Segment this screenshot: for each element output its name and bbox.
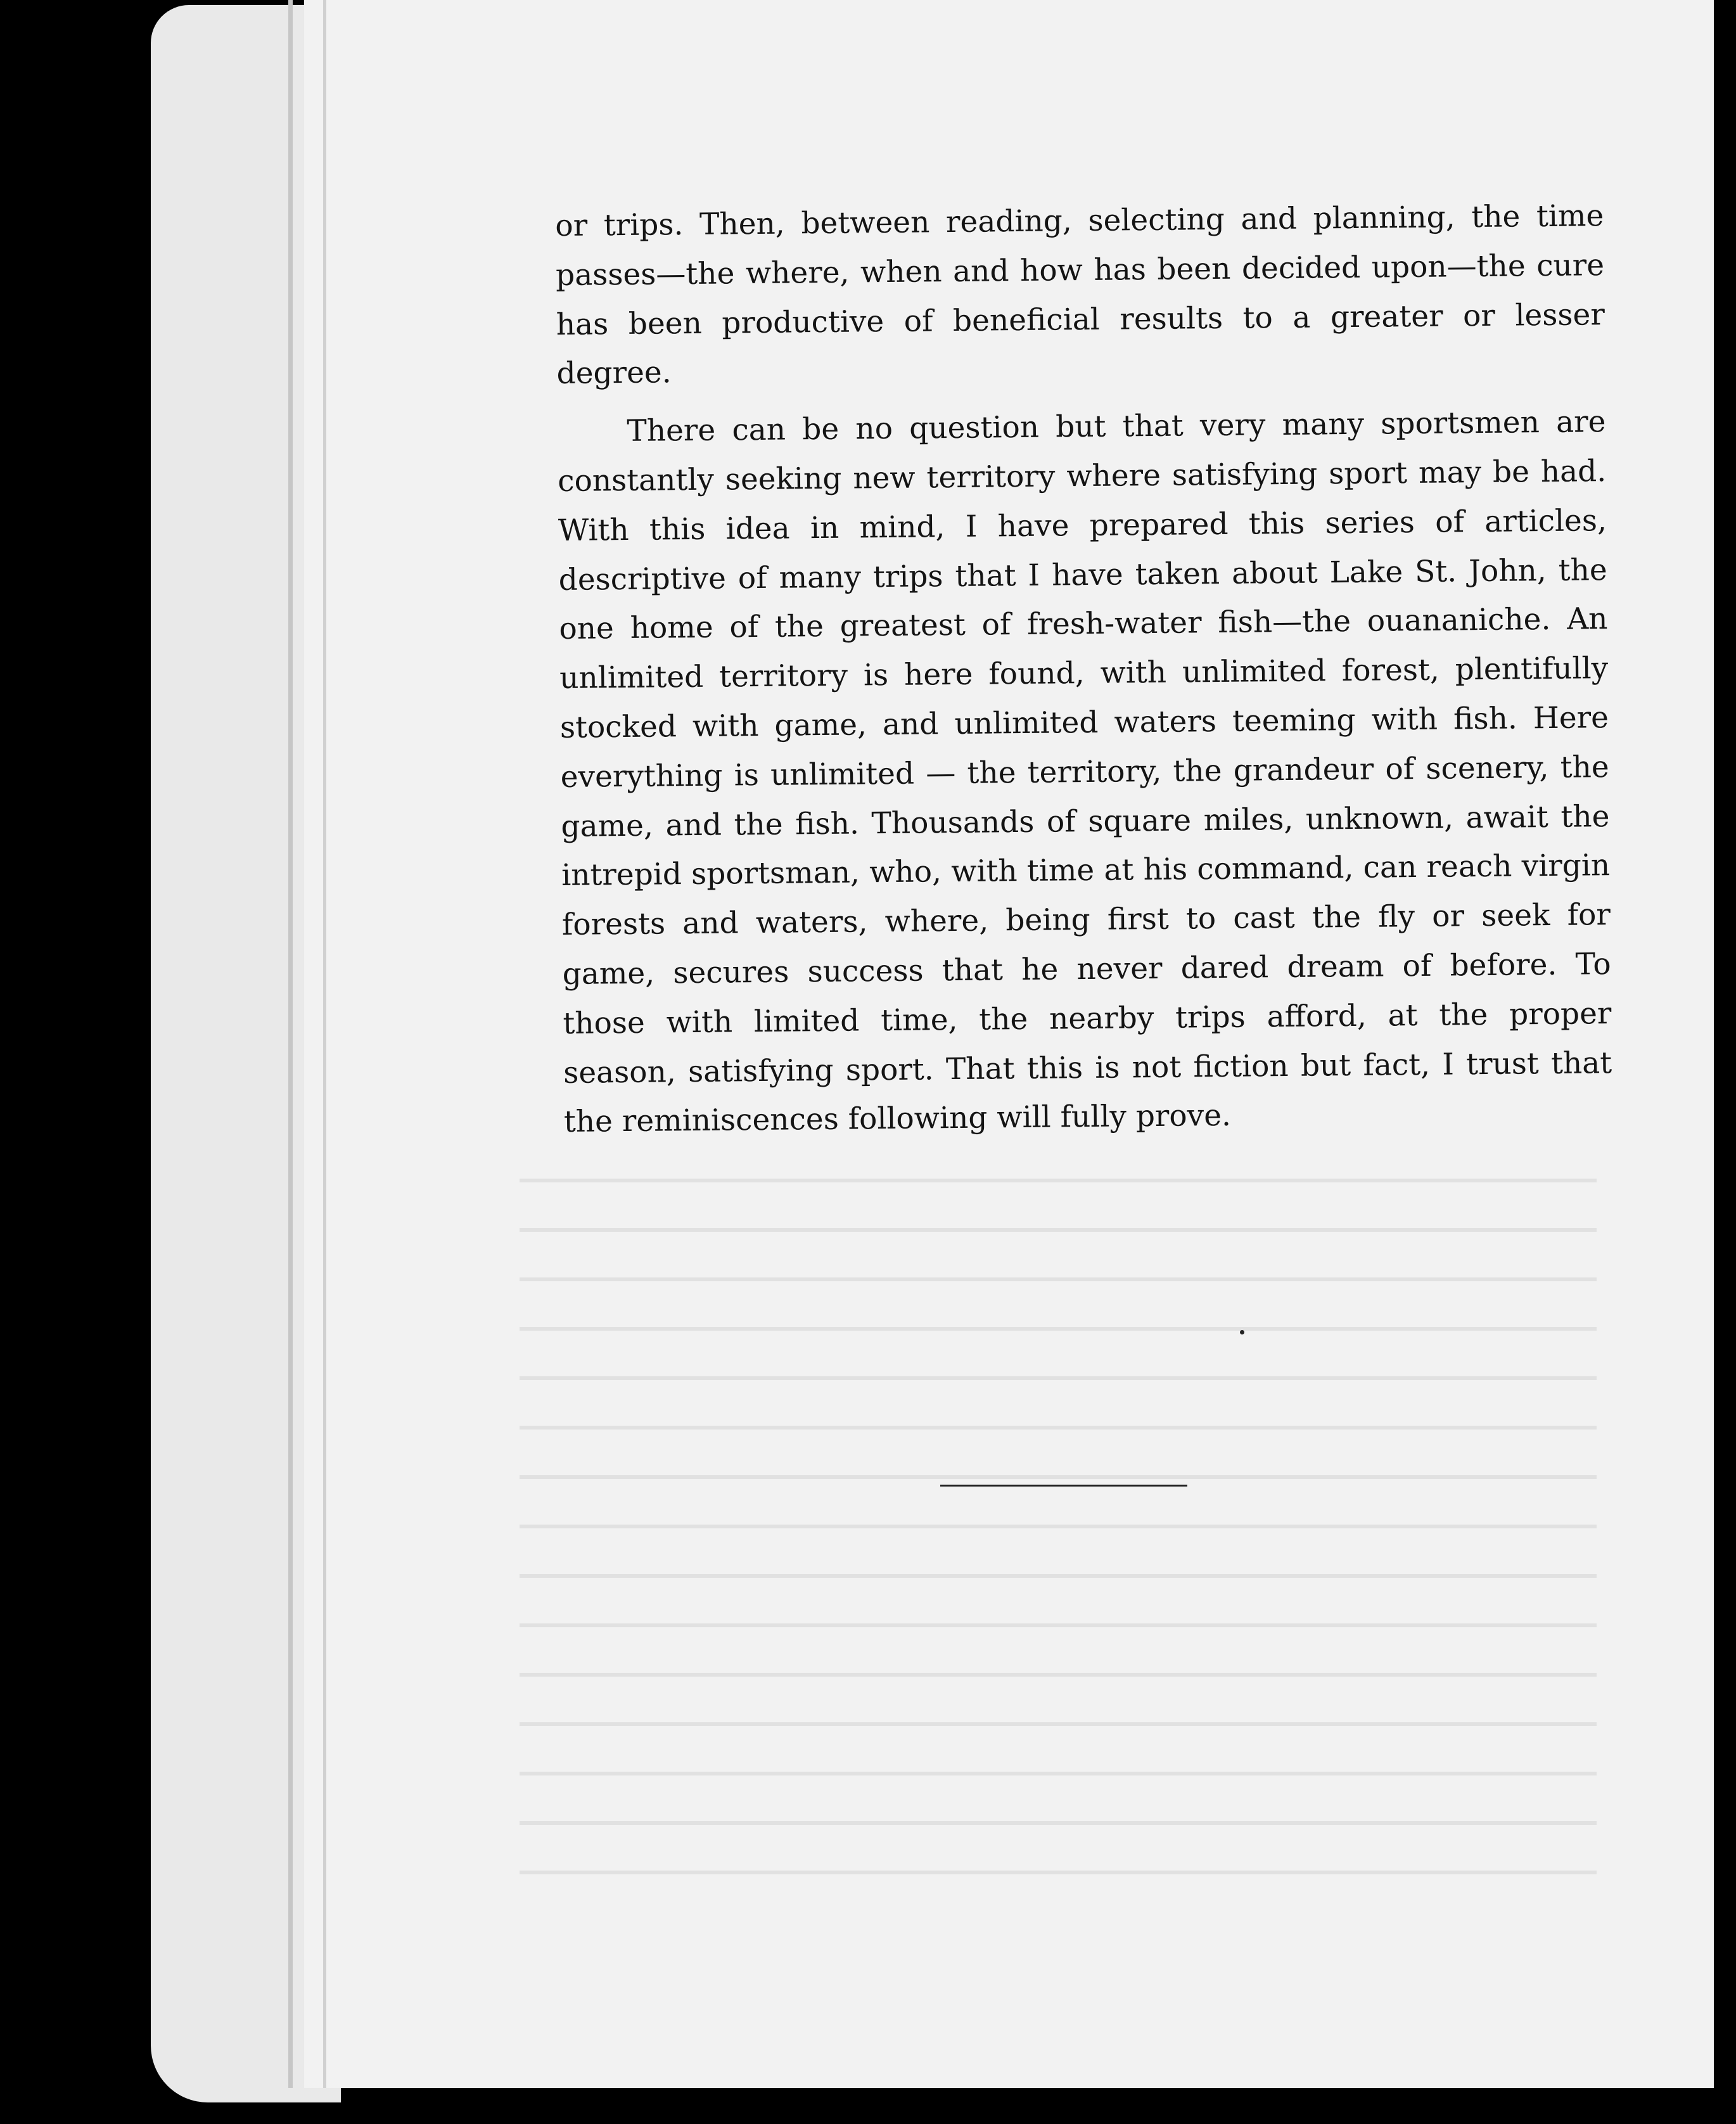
page-fold-line — [288, 0, 293, 2088]
ink-speck — [1240, 1330, 1244, 1334]
page-fold-line — [323, 0, 326, 2088]
paragraph-2: There can be no question but that very many sportsmen are constantly seeking new territory where satisfying sport may be had. With this idea in mind, I have prepared this series of articles, descriptive of many trips that I have taken about Lake St. John, the one home of the greatest of fresh-water fish—the ouananiche. An unlimited territory is here found, with unlimited forest, plentifully stocked with game, and unlimited waters teeming with fish. Here everything is unlimited — the territory, the grandeur of scenery, the game, and the fish. Thousands of square miles, unknown, await the intrepid sportsman, who, with time at his command, can reach virgin forests and waters, where, being first to cast the fly or seek for game, secures success that he never dared dream of before. To those with limited time, the nearby trips afford, at the proper season, satisfying sport. That this is not fiction but fact, I trust that the reminiscences following will fully prove. — [557, 404, 1612, 1140]
section-separator-rule — [940, 1485, 1187, 1487]
paragraph-1: or trips. Then, between reading, selecting and planning, the time passes—the where, when and how has been decided upon—the cure has been productive of beneficial results to a greater or lesser degree. — [555, 198, 1605, 392]
show-through-text — [520, 1179, 1597, 1876]
body-text — [555, 191, 1612, 1147]
